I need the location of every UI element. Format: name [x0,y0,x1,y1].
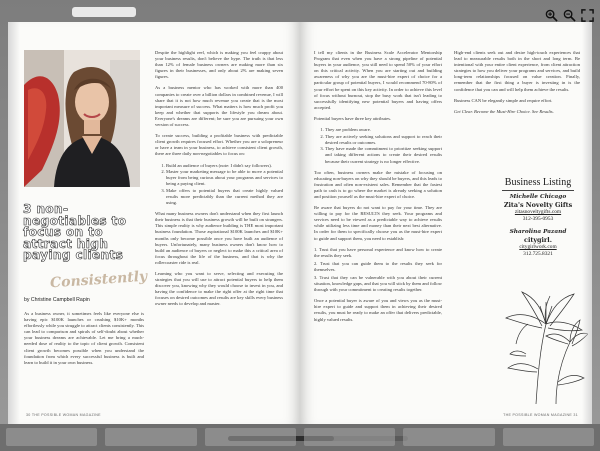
paragraph: Too often, business owners make the mistake of focusing on educating non-buyers on why they should be buyers, and this leads to frustration and often non-existent sales. Remember that the fastest path to cash is to go where the market is already seeking a solution and position yourself as the must-hire expert of choice. [314,169,442,199]
listing-website-link[interactable]: zitasnoveltygifts.com [514,209,562,215]
viewer-topbar [0,0,600,20]
zoom-out-icon[interactable] [563,9,576,22]
listing-phone: 312-395-0953 [522,216,554,222]
listing-business-name: citygirl. [524,236,552,244]
listing-contact-name: Michelle Chicago [509,194,567,200]
business-listing [496,177,580,264]
list-item: 3. Make offers to potential buyers that create highly valued results more predictably than the current method they are using. [166,188,283,206]
thumbnail-strip [6,428,594,451]
numbered-list [155,163,283,207]
right-column-1 [314,50,442,328]
page-thumbnail[interactable] [403,428,494,446]
author-photo [24,50,140,187]
left-column-2 [155,50,283,313]
page-thumbnail[interactable] [105,428,196,446]
headline-script-word: Consistently [49,268,148,292]
page-folio-left: 30 THE POSSIBLE WOMAN MAGAZINE [26,413,101,417]
article-byline: by Christine Campbell Rapin [24,297,90,303]
paragraph: Once a potential buyer is aware of you and views you as the must-hire expert to guide and support them in achieving their desired results, you must be ready to make an offer that delivers predictable, highly valued results. [314,298,442,322]
listing-business-name: Zita's Novelty Gifts [503,201,573,209]
article-headline: 3 non-negotiables to focus on to attract high paying clients [23,202,127,263]
listing-divider [502,190,574,191]
list-item: 1. They are problem aware. [325,127,442,133]
page-thumbnail[interactable] [304,428,395,446]
paragraph: I tell my clients in the Business Scale Accelerator Mentorship Program that even when you have a strong pipeline of potential buyers in your audience, you still need to spend 50% of your effort on this critical activity. When you are starting out and building awareness of why you are the must-hire expert of choice for a particular group of potential buyers, I would recommend 70-80% of your effort be spent on this key activity. In order to achieve this level of focus without burnout, stop the busy work that isn't leading to successfully identifying new potential buyers and having offers accepted. [314,50,442,110]
paragraph: Despite the highlight reel, which is making you feel crappy about your business results, don't believe the hype. The truth is that less than 12% of female business owners are making more than six figures in their businesses, and only about 2% are making seven figures. [155,50,283,80]
paragraph: Learning who you want to serve, selecting and executing the strategies that you will use to attract potential buyers to help them discover you, knowing why they would choose to invest in you, and having the confidence to make the right offer at the right time that focuses on desired outcomes and results are key skills every business owner needs to develop and master. [155,271,283,307]
viewer-tools [545,9,594,22]
page-thumbnail[interactable] [205,428,296,446]
left-page[interactable] [8,22,300,424]
right-column-2 [454,50,580,120]
paragraph: What many business owners don't understand when they first launch their business is that their business growth will be built on strangers. This simple reality is why audience building is THE most important business foundation. Those aspirational $100K launches and $10K+ months only become possible once you have built an audience of buyers. Unfortunately, many business owners don't know how to build an audience of buyers or neglect to make this a critical area of focus throughout the life of the business, and that is why the rollercoaster ride is real. [155,211,283,265]
expand-icon[interactable] [581,9,594,22]
paragraph: 2. Trust that you can guide them to the results they seek for themselves. [314,260,442,272]
listing-title: Business Listing [504,177,572,188]
list-item: 2. Master your marketing message to be able to move a potential buyer from being curious about your programs and services to being a paying client. [166,169,283,187]
zoom-in-icon[interactable] [545,9,558,22]
page-thumbnail[interactable] [503,428,594,446]
closing-tagline: Get Clear. Become the Must-Hire Choice. See Results. [454,108,554,114]
numbered-list [314,127,442,165]
paragraph: 1. Trust that you have personal experience and know how to create the results they seek. [314,246,442,258]
listing-contact-name: Sharolina Pazand [509,229,567,235]
page-tab[interactable] [72,7,136,17]
lily-illustration [496,254,588,404]
list-item: 2. They are actively seeking solutions and support to reach their desired results or outcomes. [325,134,442,146]
paragraph: 3. Trust that they can be vulnerable with you about their current situation, knowledge gaps, and that you will stick by them and follow through with your commitment to creating results together. [314,275,442,293]
page-folio-right: THE POSSIBLE WOMAN MAGAZINE 31 [503,413,578,417]
page-spread [8,22,592,424]
paragraph: As a business owner, it sometimes feels like everyone else is having epic $100K launches or crushing $10K+ months effortlessly while you struggle to attract clients consistently. This can lead to comparison and spirals of self-doubt about whether your business dreams are achievable. Let me bring a much-needed dose of reality to the topic of client growth. Consistent client growth becomes possible when you understand the foundation from which every successful business is built and learn to build it in your own business. [24,311,144,365]
listing-website-link[interactable]: citygirlwork.com [519,244,557,250]
listing-phone: 312.725.8321 [523,251,553,257]
paragraph: Business CAN be elegantly simple and require effort. [454,97,553,103]
paragraph: High-end clients seek out and desire high-touch experiences that lead to measurable results both in the short and long term. Be intentional with your entire client experience, from client attraction strategies to how you deliver your programs and services, and build long-term relationships focused on value creation. Finally, remember that the first thing a buyer is investing in is the confidence that you can and will help them achieve the results. [454,50,580,92]
right-page[interactable] [300,22,592,424]
left-column-1 [24,311,144,371]
list-item: 1. Build an audience of buyers (note: I didn't say followers). [166,163,283,169]
paragraph: To create success, building a profitable business with predictable client growth requires focused effort. Whether you are a solopreneur or have a team in your business, to achieve consistent client growth, there are three daily non-negotiables to focus on: [155,133,283,157]
paragraph: As a business mentor who has worked with more than 400 companies to create over a billion dollars in combined revenue, I will share that it is not how much revenue you create that is the most important measure of success. What matters is how much profit you keep and whether that supports the lifestyle you dream about. Everyone's dreams are different; be sure you are pursuing your own version of success. [155,85,283,128]
list-item: 3. They have made the commitment to prioritize seeking support and taking different actions to create their desired results because their current strategy is no longer effective. [325,146,442,164]
paragraph: Potential buyers have three key attributes. [314,115,392,121]
page-thumbnail[interactable] [6,428,97,446]
paragraph: Be aware that buyers do not want to pay for your time. They are willing to pay for the RESULTS they seek. Your programs and services need to be viewed as a predictable way to achieve results while utilizing less time and money than their next best alternative. In order for them to specifically choose you as the must-hire expert to guide and support them, you need to establish: [314,205,442,241]
